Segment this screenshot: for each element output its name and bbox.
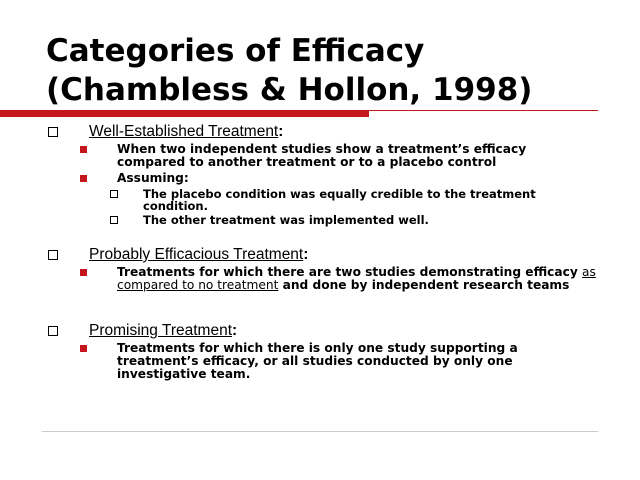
title-line-1: Categories of Efficacy	[46, 33, 425, 69]
red-square-bullet-icon	[80, 146, 87, 153]
hollow-square-bullet-icon	[110, 216, 118, 224]
bullet-text: Assuming:	[117, 171, 189, 185]
hollow-square-bullet-icon	[48, 250, 58, 260]
red-square-bullet-icon	[80, 345, 87, 352]
bullet-text-end: and done by independent research teams	[278, 277, 570, 292]
heading-colon: :	[303, 246, 309, 263]
footer-divider	[42, 431, 598, 432]
bullet-text: Treatments for which there is only one study supporting a treatment’s efficacy, or all studies conducted by only one investigative team.	[117, 341, 518, 381]
bullet-text	[117, 266, 597, 292]
sub-bullet-text: The placebo condition was equally credible to the treatment condition.	[143, 187, 536, 213]
sub-bullet-text: The other treatment was implemented well.	[143, 213, 429, 227]
section-heading: Probably Efficacious Treatment	[89, 246, 304, 263]
bullet-text: When two independent studies show a treatment’s efficacy compared to another treatment or to a placebo control	[117, 142, 527, 169]
heading-colon: :	[232, 322, 238, 339]
section-heading: Well-Established Treatment	[89, 123, 279, 140]
hollow-square-bullet-icon	[48, 326, 58, 336]
title-line-2: (Chambless & Hollon, 1998)	[46, 72, 533, 108]
heading-colon: :	[278, 123, 284, 140]
bullet-text-underlined: as compared to no treatment	[117, 265, 596, 292]
section-heading: Promising Treatment	[89, 322, 232, 339]
bullet-text-start: Treatments for which there are two studies demonstrating efficacy	[117, 265, 583, 279]
red-square-bullet-icon	[80, 269, 87, 276]
red-square-bullet-icon	[80, 175, 87, 182]
hollow-square-bullet-icon	[48, 127, 58, 137]
hollow-square-bullet-icon	[110, 190, 118, 198]
